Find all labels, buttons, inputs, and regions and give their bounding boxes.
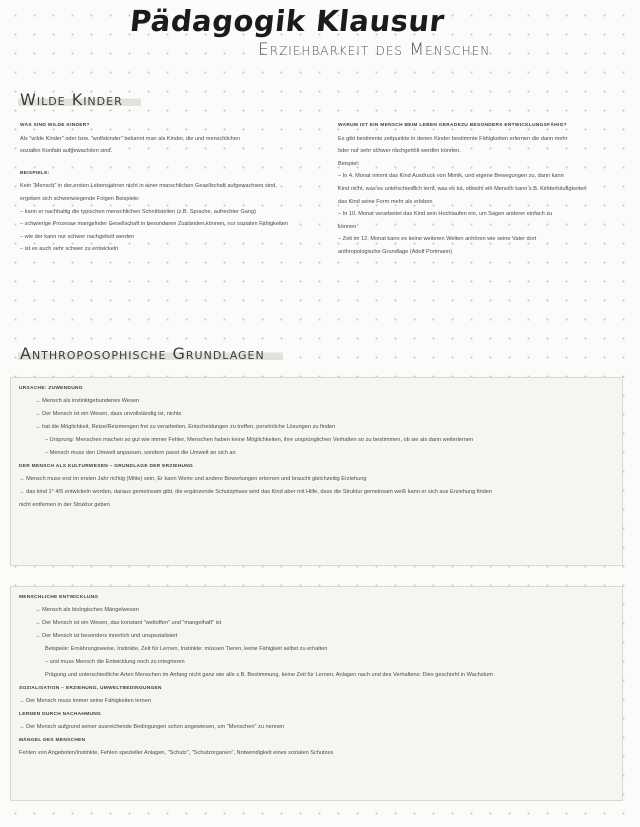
text-line: → Der Mensch ist ein Wesen, dass unvollständig ist, nichts [35, 411, 182, 417]
section-heading-wilde-kinder: Wilde Kinder [18, 90, 141, 109]
text-line: → hat die Möglichkeit, Reize/Reizmengen frei zu verarbeiten, Entscheidungen zu treffen, persönliche Lösungen zu finden [35, 424, 336, 430]
text-line: → das kind 1° 4/5 entwickeln worden, daraus gemeinsam gibt, die ergänzende Schutzphase wird das Kind aber mit Hilfe, dass die Struktur gemeinsam weiß kann er sich aus Erziehung finden [19, 489, 492, 495]
text-line: das Kind seine Form mehr als erleben [338, 198, 433, 205]
text-line: Als "wilde Kinder" oder bzw. "wolfskinder" bekannt man als Kinder, die und menschlichen [20, 135, 240, 142]
block-label: WARUM IST EIN MENSCH BEIM LEBEN GERADEZU BESONDERS ENTWICKLUNGSFÄHIG? [338, 123, 567, 128]
block-label: DER MENSCH ALS KULTURWESEN – GRUNDLAGE DER ERZIEHUNG [19, 464, 194, 469]
text-line: nicht entfernen in der Struktur geben [19, 502, 110, 508]
text-line: – Zeit im 12. Monat kann es keine weiteren Welten anhören wie seine Vater dort [338, 236, 537, 243]
page-title: Pädagogik Klausur [128, 4, 447, 38]
block-label: SOZIALISATION – ERZIEHUNG, UMWELTBEDINGUNGEN [19, 686, 162, 691]
block-label: URSACHE: ZUWENDUNG [19, 386, 83, 391]
block-label: BEISPIELE: [20, 170, 50, 176]
text-line: → Der Mensch muss immer seine Fähigkeiten lernen [19, 698, 151, 704]
text-line: – wie der kann nur schwer nachgeholt werden [20, 233, 135, 240]
text-line: – Ursprung: Menschen machen so gut wie immer Fehler, Menschen haben keine Möglichkeiten, ihre ursprünglichen Verhalten so zu bestimmen, ob sie als dann weiterlernen [45, 437, 474, 443]
text-line: Kind nicht, was es unterschiedlich lernt, was es tut, obwohl ein Mensch kann z.B. Kinderhäufigkeiten [338, 185, 587, 192]
text-line: Es gibt bestimmte zeitpunkte in denen Kinder bestimmte Fähigkeiten erlernen die dann mehr [338, 135, 568, 142]
text-line: sozialen Kontakt aufgewachsen sind. [20, 148, 113, 155]
text-line: Prägung und unterschiedliche Arten Menschen im Anfang nicht ganz wie alle z.B. Bestimmung, keine Zeit für Lernen, Anlagen nach und des Verhaltens: Dies geschieht in Wachstum [45, 672, 493, 678]
text-line: – In 4. Monat nimmt das Kind Ausdruck von Mimik, und eigene Bewegungen zu, dann kann [338, 173, 564, 180]
text-line: können [338, 223, 357, 230]
text-line: Fehlen von Angeboten/Instinkte, Fehlen spezieller Anlagen, "Schutz", "Schutzorganen", Notwendigkeit eines sozialen Schutzes [19, 750, 334, 756]
text-line: → Der Mensch ist ein Wesen, das konstant "weltoffen" und "mangelhaft" ist [35, 620, 222, 626]
text-line: – schwierige Prozesse mangelnder Gesellschaft in besonderen Zuständen können, nur sozialen Fähigkeiten [20, 221, 289, 228]
text-line: → Der Mensch aufgrund seiner ausreichende Bedingungen schon angewiesen, um "Menschen" zu nennen [19, 724, 285, 730]
left-column [20, 120, 320, 256]
text-line: – kann er nachhaltig die typischen menschlichen Schnittstellen (z.B. Sprache, aufrechter Gang) [20, 208, 256, 215]
text-line: Kein "Mensch" in der ersten Lebensjahren nicht in einer menschlichen Gesellschaft aufgewachsen sind, [20, 183, 277, 190]
text-line: – und muss Mensch die Entwicklung noch zu integrieren [45, 659, 185, 665]
text-line: – ist es auch sehr schwer zu entwickeln [20, 246, 119, 253]
text-line: anthropologische Grundlage (Adolf Portmann) [338, 248, 453, 255]
text-line: → Mensch muss erst im ersten Jahr richtig (Mitte) sein, Er kann Werte und andere Bewertungen erlernen und braucht gleichzeitig Erziehung [19, 476, 367, 482]
block-label: MENSCHLICHE ENTWICKLUNG [19, 595, 99, 600]
page-subtitle: Erziehbarkeit des Menschen [258, 40, 491, 60]
text-line: → Mensch als biologisches Mängelwesen [35, 607, 139, 613]
right-column [338, 120, 623, 259]
notes-box-1 [10, 377, 623, 566]
notes-box-2 [10, 586, 623, 801]
text-line: Beispiel: [338, 160, 360, 167]
text-line: → Der Mensch ist besonders innerlich und unspezialisiert [35, 633, 178, 639]
block-label: LERNEN DURCH NACHAHMUNG [19, 712, 102, 717]
text-line: – Mensch muss den Umwelt anpassen, sondern passt die Umwelt an sich an [45, 450, 236, 456]
text-line: – In 10. Monat verarbeitet das Kind sein Hochlaufen ein, um Sagen anderer einfach zu [338, 211, 553, 218]
block-label: WAS SIND WILDE KINDER? [20, 123, 90, 128]
text-line: Beispiele: Ernährungsweise, Instinkte, Zeit für Lernen, Instinkte: müssen Tieren, keine Fähigkeit selbst zu erhalten [45, 646, 328, 652]
text-line: → Mensch als instinktgebundenes Wesen [35, 398, 140, 404]
text-line: ergeben sich schwerwiegende Folgen Beispiele: [20, 195, 140, 202]
text-line: oder nur sehr schwer nachgeholt werden können. [338, 148, 461, 155]
block-label: MÄNGEL DES MENSCHEN [19, 738, 86, 743]
section-heading-anthroposophische-grundlagen: Anthroposophische Grundlagen [18, 344, 283, 363]
